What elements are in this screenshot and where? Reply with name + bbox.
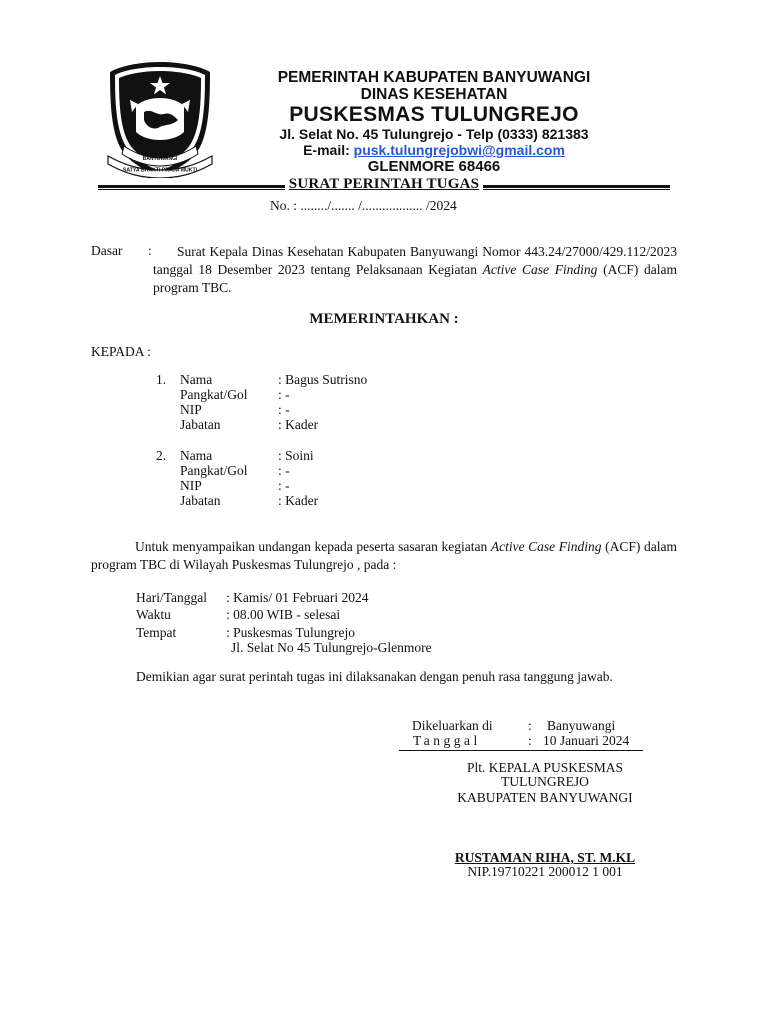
letterhead-institution: PUSKESMAS TULUNGREJO (289, 103, 579, 126)
command-heading: MEMERINTAHKAN : (309, 311, 459, 327)
purpose-paragraph: Untuk menyampaikan undangan kepada peserta sasaran kegiatan Active Case Finding (ACF) dalam program TBC di Wilayah Puskesmas Tulungrejo , pada : (91, 539, 677, 572)
person-2-position-value: : Kader (278, 493, 319, 508)
closing-paragraph: Demikian agar surat perintah tugas ini dilaksanakan dengan penuh rasa tanggung jawab. (136, 669, 613, 684)
person-1-position-label: Jabatan (180, 417, 221, 432)
signatory-name: RUSTAMAN RIHA, ST. M.KL (454, 850, 636, 865)
signatory-title-2: TULUNGREJO (501, 774, 589, 789)
issued-divider (399, 750, 643, 751)
schedule-place-value: : Puskesmas Tulungrejo (226, 625, 356, 640)
person-1-number: 1. (156, 372, 167, 387)
letterhead-address: Jl. Selat No. 45 Tulungrejo - Telp (0333) 821383 (279, 126, 589, 142)
issued-date-value: 10 Januari 2024 (543, 733, 630, 748)
letterhead-department: DINAS KESEHATAN (360, 86, 508, 103)
kepada-label: KEPADA : (91, 344, 151, 359)
issued-place-colon: : (528, 718, 532, 733)
letterhead-city: GLENMORE 68466 (367, 158, 501, 175)
dasar-label: Dasar (91, 243, 123, 258)
document-number: No. : ......../....... /.................. /2024 (270, 198, 457, 213)
person-1-nip-value: : - (278, 402, 290, 417)
schedule-place-label: Tempat (136, 625, 177, 640)
schedule-day-label: Hari/Tanggal (136, 590, 208, 605)
logo-ribbon-text: BANYUWANGI (142, 156, 178, 162)
person-1-name-value: : Bagus Sutrisno (278, 372, 368, 387)
schedule-place-address: Jl. Selat No 45 Tulungrejo-Glenmore (231, 640, 432, 655)
person-1-name-label: Nama (180, 372, 213, 387)
signatory-title-1: Plt. KEPALA PUSKESMAS (467, 760, 623, 775)
email-link[interactable]: pusk.tulungrejobwi@gmail.com (353, 142, 565, 158)
letterhead-email-line (248, 142, 620, 158)
person-1-rank-value: : - (278, 387, 290, 402)
person-2-number: 2. (156, 448, 167, 463)
person-2-rank-label: Pangkat/Gol (180, 463, 248, 478)
schedule-time-label: Waktu (136, 607, 171, 622)
issued-date-colon: : (528, 733, 532, 748)
letterhead-government: PEMERINTAH KABUPATEN BANYUWANGI (277, 69, 591, 86)
person-2-position-label: Jabatan (180, 493, 221, 508)
signatory-title-3: KABUPATEN BANYUWANGI (457, 790, 633, 805)
issued-date-label: Tanggal (413, 733, 481, 748)
signatory-nip: NIP.19710221 200012 1 001 (467, 864, 623, 879)
email-label: E-mail: (303, 142, 354, 158)
person-2-name-value: : Soini (278, 448, 314, 463)
dasar-text: Surat Kepala Dinas Kesehatan Kabupaten Banyuwangi Nomor 443.24/27000/429.112/2023 tanggal 18 Desember 2023 tentang Pelaksanaan Kegiatan Active Case Finding (ACF) dalam program TBC. (153, 244, 677, 295)
schedule-day-value: : Kamis/ 01 Februari 2024 (226, 590, 369, 605)
logo-motto-text: SATYA BHAKTI PRAJA MUKTI (122, 167, 198, 174)
person-2-nip-label: NIP (180, 478, 202, 493)
dasar-colon: : (148, 243, 152, 258)
person-2-rank-value: : - (278, 463, 290, 478)
regency-shield-emblem-icon (106, 60, 214, 178)
schedule-time-value: : 08.00 WIB - selesai (226, 607, 341, 622)
issued-place-value: Banyuwangi (547, 718, 616, 733)
person-2-name-label: Nama (180, 448, 213, 463)
person-2-nip-value: : - (278, 478, 290, 493)
person-1-nip-label: NIP (180, 402, 202, 417)
person-1-position-value: : Kader (278, 417, 319, 432)
person-1-rank-label: Pangkat/Gol (180, 387, 248, 402)
issued-place-label: Dikeluarkan di (412, 718, 493, 733)
document-title: SURAT PERINTAH TUGAS (0, 176, 768, 193)
